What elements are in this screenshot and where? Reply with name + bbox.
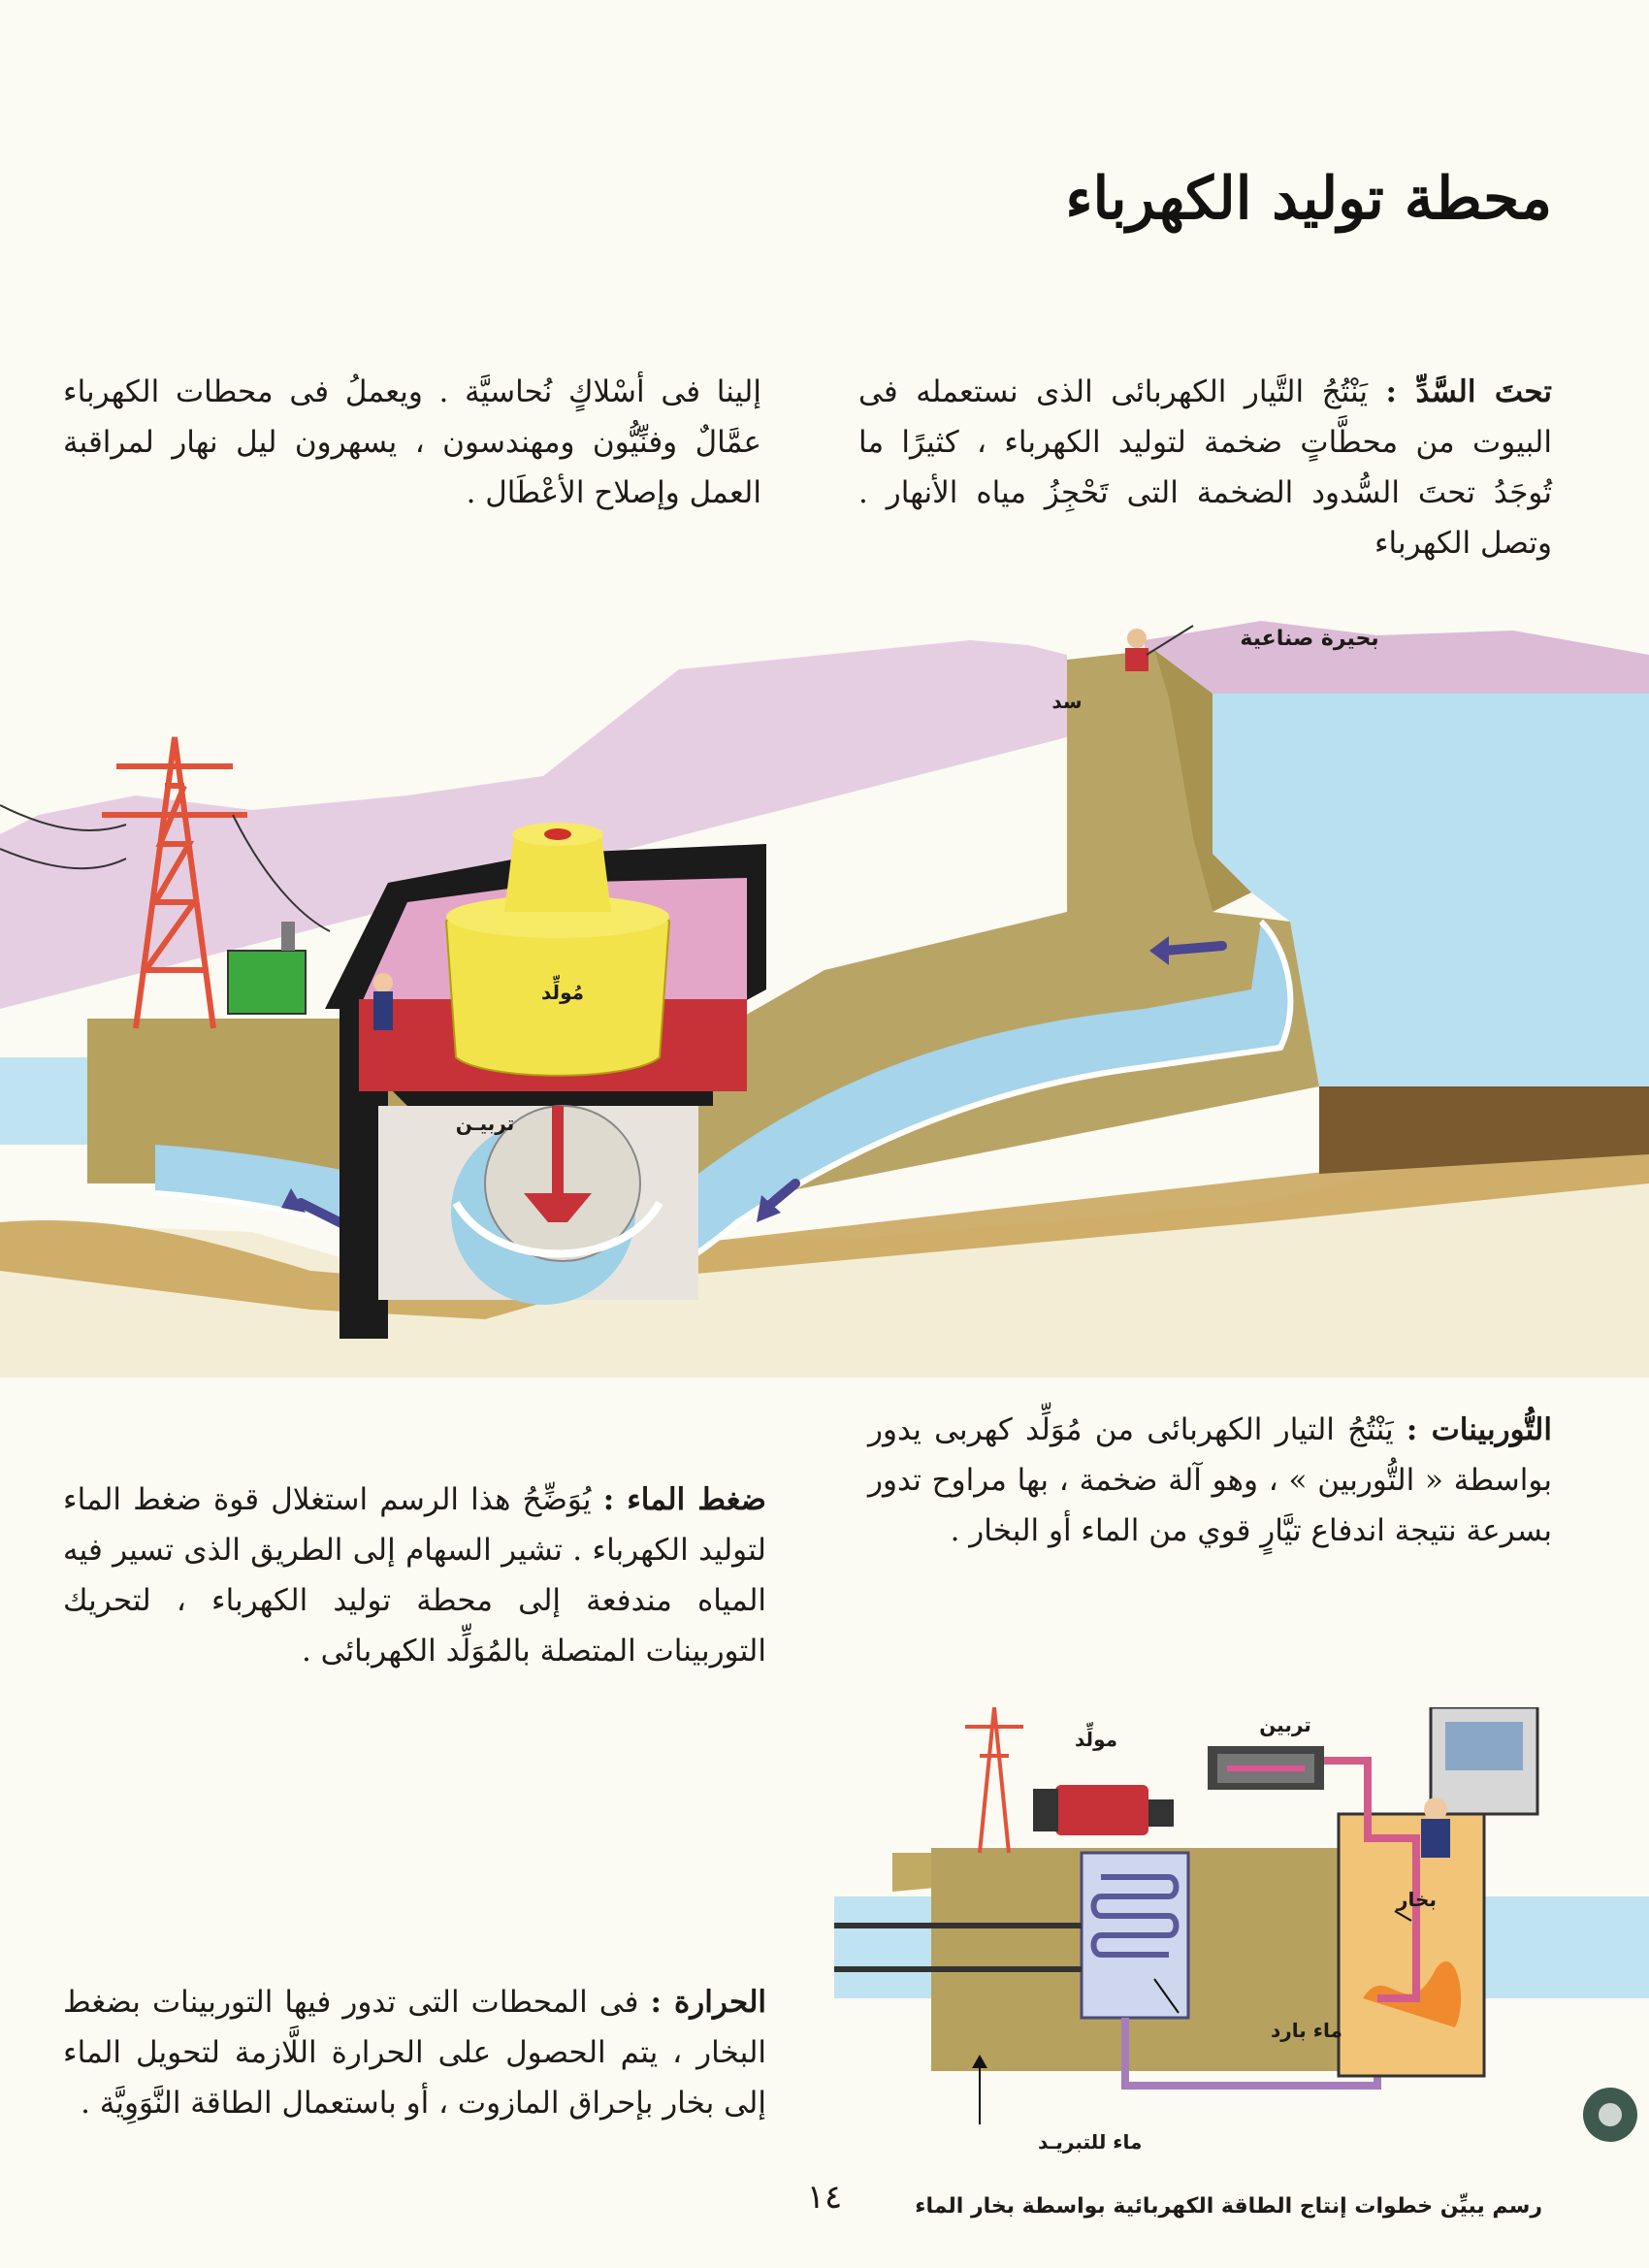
heat-paragraph [63, 1977, 766, 2128]
diagram-cold-water-label: ماء بارد [1271, 2019, 1342, 2042]
heat-text: فى المحطات التى تدور فيها التوربينات بضغط البخار ، يتم الحصول على الحرارة اللَّازمة لتحويل الماء إلى بخار بإحراق المازوت ، أو باستعمال الطاقة النَّوَوِيَّة . [63, 1985, 766, 2121]
steam-power-diagram [834, 1707, 1649, 2212]
water-pressure-text: يُوَضِّحُ هذا الرسم استغلال قوة ضغط الماء لتوليد الكهرباء . تشير السهام إلى الطريق الذى تسير فيه المياه مندفعة إلى محطة توليد الكهرباء ، لتحريك التوربينات المتصلة بالمُوَلِّد الكهربائى . [63, 1482, 766, 1669]
turbine-label: تربيـن [455, 1112, 515, 1135]
dam-heading: تحتَ السَّدِّ : [1385, 374, 1553, 409]
diagram-generator-label: مولِّد [1075, 1728, 1117, 1751]
page-title: محطة توليد الكهرباء [1065, 165, 1552, 233]
turbines-heading: التُّوربينات : [1406, 1412, 1552, 1447]
diagram-caption: رسم يبيِّن خطوات إنتاج الطاقة الكهربائية بواسطة بخار الماء [915, 2194, 1542, 2219]
water-pressure-paragraph [63, 1474, 766, 1676]
generator-label: مُولِّد [541, 981, 584, 1004]
dam-text: يَنْتُجُ التَّيار الكهربائى الذى نستعمله فى البيوت من محطَّاتٍ ضخمة لتوليد الكهرباء ، كثيرًا ما تُوجَدُ تحتَ السُّدود الضخمة التى تَحْجِزُ مياه الأنهار . وتصل الكهرباء [858, 374, 1552, 561]
lake-label: بحيرة صناعية [1240, 627, 1379, 651]
diagram-cooling-water-label: ماء للتبريـد [1038, 2130, 1143, 2154]
hydro-dam-illustration [0, 601, 1649, 1377]
dam-paragraph [858, 367, 1552, 568]
turbines-text: يَنْتُجُ التيار الكهربائى من مُوَلِّد كهربى يدور بواسطة « التُّوربين » ، وهو آلة ضخمة ، بها مراوح تدور بسرعة نتيجة اندفاع تيَّارٍ قوي من الماء أو البخار . [868, 1412, 1552, 1548]
page-number: ١٤ [806, 2178, 843, 2217]
dam-continuation-paragraph: إلينا فى أسْلاكٍ نُحاسيَّة . ويعملُ فى محطات الكهرباء عمَّالٌ وفنِّيُّون ومهندسون ، يسهرون ليل نهار لمراقبة العمل وإصلاح الأعْطَال . [63, 374, 761, 510]
dam-label: سد [1051, 690, 1083, 713]
water-pressure-heading: ضغط الماء : [602, 1482, 766, 1517]
heat-heading: الحرارة : [650, 1985, 767, 2020]
turbines-paragraph [868, 1405, 1552, 1556]
diagram-turbine-label: تربين [1259, 1713, 1311, 1736]
diagram-steam-label: بخار [1397, 1888, 1437, 1911]
